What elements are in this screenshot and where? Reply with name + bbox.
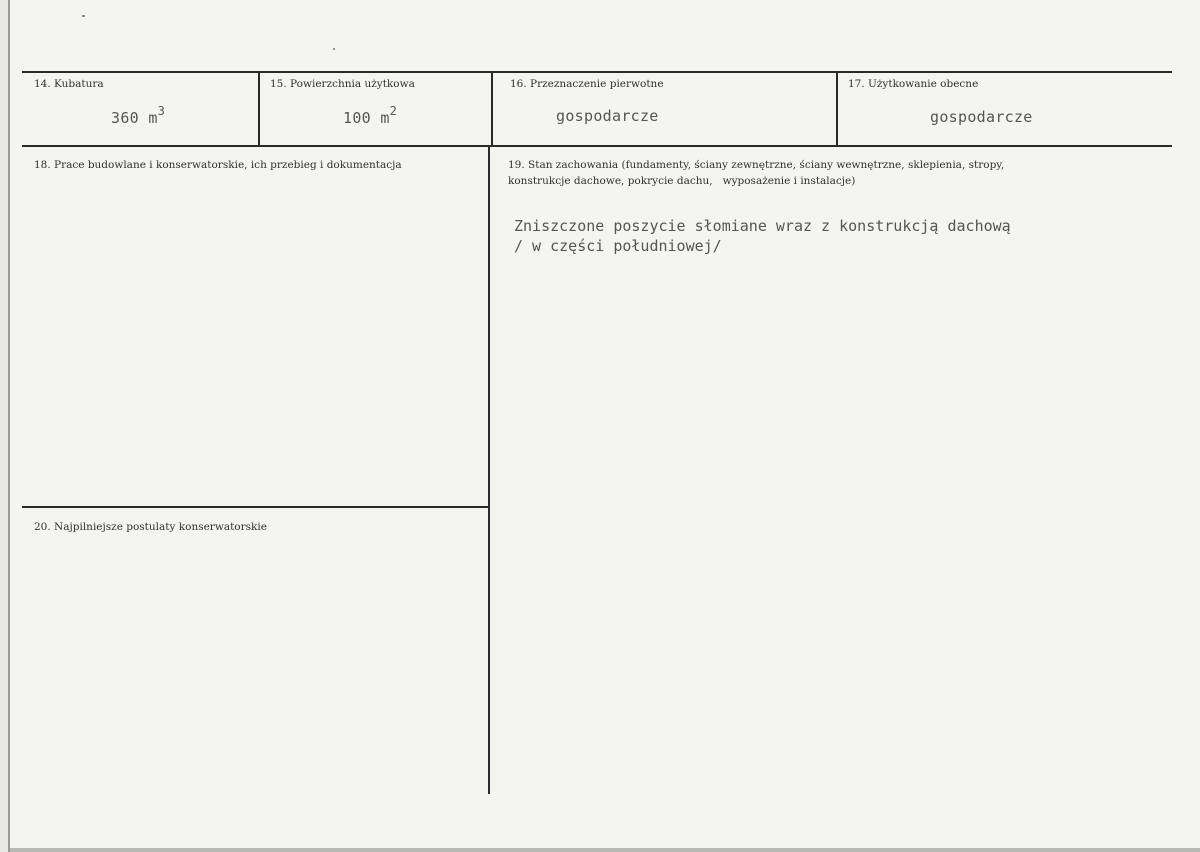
field-15-value: [343, 106, 397, 127]
divider-18-20: [22, 506, 489, 508]
field-19-text-line2: / w części południowej/: [514, 237, 722, 255]
field-19-label-line1: 19. Stan zachowania (fundamenty, ściany zewnętrzne, ściany wewnętrzne, sklepienia, stropy,: [508, 159, 1005, 171]
field-17-value: gospodarcze: [930, 108, 1033, 126]
ink-speck: [333, 48, 335, 50]
field-15-value-text: 100 m: [343, 109, 390, 127]
main-vertical-divider: [488, 146, 490, 794]
field-14-value: [111, 106, 165, 127]
field-14-exponent: 3: [157, 104, 166, 118]
field-20-label: 20. Najpilniejsze postulaty konserwatorskie: [34, 521, 267, 533]
divider-16-17: [836, 72, 838, 146]
field-19-text: [514, 216, 1011, 256]
field-14-value-text: 360 m: [111, 109, 158, 127]
ink-speck: [82, 15, 85, 17]
field-15-label: 15. Powierzchnia użytkowa: [270, 78, 415, 90]
field-16-value: gospodarcze: [556, 107, 659, 125]
field-15-exponent: 2: [389, 104, 398, 118]
divider-15-16: [491, 72, 493, 146]
field-19-text-line1: Zniszczone poszycie słomiane wraz z konstrukcją dachową: [514, 217, 1011, 235]
top-rule: [22, 71, 1172, 73]
field-16-label: 16. Przeznaczenie pierwotne: [510, 78, 664, 90]
field-17-label: 17. Użytkowanie obecne: [848, 78, 979, 90]
sheet-bottom-edge: [10, 848, 1200, 852]
field-14-label: 14. Kubatura: [34, 78, 104, 90]
field-18-label: 18. Prace budowlane i konserwatorskie, ich przebieg i dokumentacja: [34, 159, 402, 171]
form-sheet: [8, 0, 1200, 852]
divider-14-15: [258, 72, 260, 146]
field-19-label-line2: konstrukcje dachowe, pokrycie dachu, wyposażenie i instalacje): [508, 175, 856, 187]
header-bottom-rule: [22, 145, 1172, 147]
